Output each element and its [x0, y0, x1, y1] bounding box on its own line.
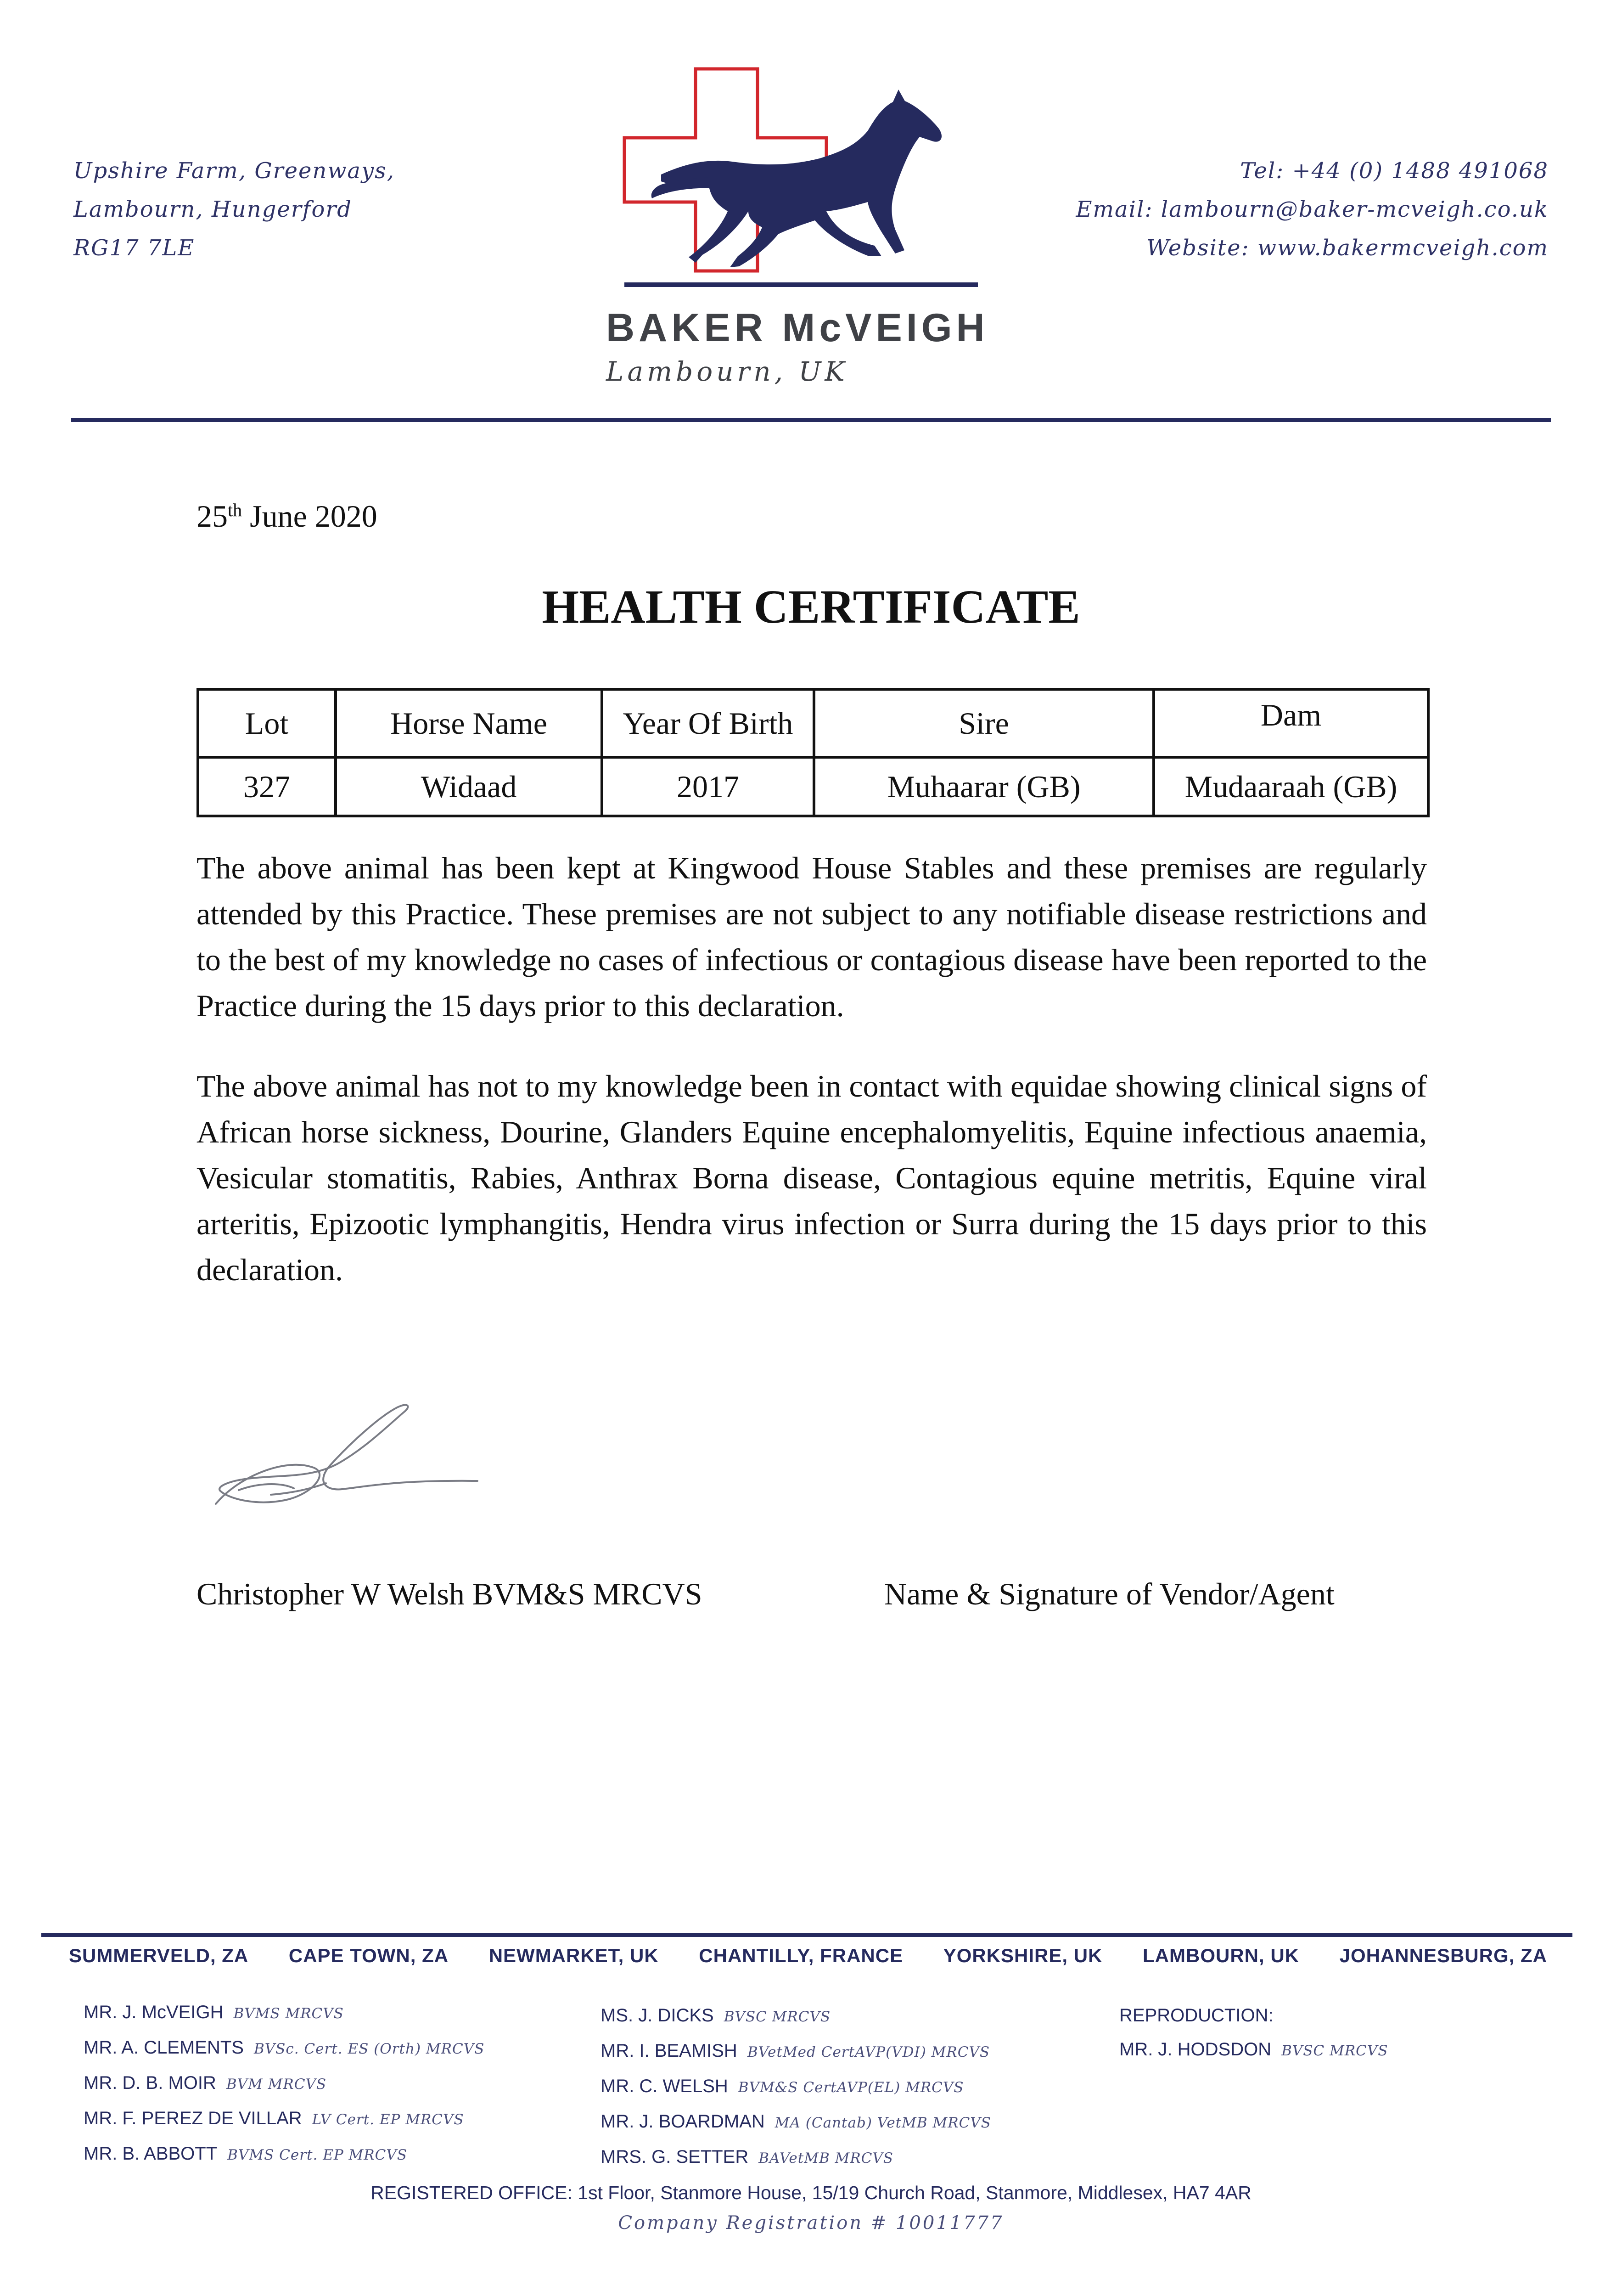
column-header-sire: Sire — [814, 689, 1154, 757]
staff-list-column-1 — [84, 1995, 484, 2172]
lot-cell: 327 — [198, 757, 336, 816]
phone-number: Tel: +44 (0) 1488 491068 — [1240, 158, 1549, 184]
staff-list-column-2 — [601, 1998, 991, 2175]
declaration-paragraph-premises: The above animal has been kept at Kingwood House Stables and these premises are regularly attended by this Practice. These premises are not subject to any notifiable disease restrictions and to the best of my knowledge no cases of infectious or contagious disease have been reported to the Practice during the 15 days prior to this declaration. — [196, 850, 1427, 1023]
staff-entry — [84, 2101, 484, 2137]
company-registration: Company Registration # 10011777 — [618, 2212, 1004, 2234]
date-suffix: th — [228, 500, 242, 520]
staff-qualifications: BVSC MRCVS — [1281, 2043, 1388, 2059]
staff-entry — [1119, 2032, 1388, 2068]
address-line: RG17 7LE — [73, 235, 195, 261]
table-header-row — [198, 689, 1428, 757]
staff-name: MR. B. ABBOTT — [84, 2144, 218, 2164]
office-location: CHANTILLY, FRANCE — [699, 1945, 904, 1966]
reproduction-label: REPRODUCTION: — [1119, 2005, 1274, 2026]
staff-name: MR. F. PEREZ DE VILLAR — [84, 2108, 302, 2128]
staff-qualifications: BVSc. Cert. ES (Orth) MRCVS — [253, 2041, 485, 2057]
practice-address — [73, 152, 395, 267]
staff-qualifications: BVM&S CertAVP(EL) MRCVS — [738, 2079, 964, 2096]
date-day: 25 — [196, 499, 228, 534]
address-line: Lambourn, Hungerford — [73, 197, 353, 222]
declaration-paragraph-diseases: The above animal has not to my knowledge been in contact with equidae showing clinical signs of African horse sickness, Dourine, Glanders Equine encephalomyelitis, Equine infectious anaemia, Vesicular stomatitis, Rabies, Anthrax Borna disease, Contagious equine metritis, Equine viral arteritis, Epizootic lymphangitis, Hendra virus infection or Surra during the 15 days prior to this declaration. — [196, 1069, 1427, 1287]
dam-cell: Mudaaraah (GB) — [1154, 757, 1428, 816]
office-location: JOHANNESBURG, ZA — [1339, 1945, 1547, 1966]
staff-name: MRS. G. SETTER — [601, 2147, 749, 2167]
staff-name: MR. D. B. MOIR — [84, 2073, 216, 2093]
footer-divider — [41, 1933, 1572, 1937]
staff-name: MR. J. HODSDON — [1119, 2039, 1272, 2060]
staff-list-column-3 — [1119, 1998, 1388, 2068]
vendor-signature-label: Name & Signature of Vendor/Agent — [884, 1576, 1335, 1611]
office-location: NEWMARKET, UK — [488, 1945, 659, 1966]
staff-entry — [601, 2034, 991, 2069]
brand-location: Lambourn, UK — [606, 356, 848, 387]
staff-name: MS. J. DICKS — [601, 2005, 714, 2026]
office-locations — [69, 1945, 1547, 1967]
sire-cell: Muhaarar (GB) — [814, 757, 1154, 816]
staff-name: MR. C. WELSH — [601, 2076, 728, 2096]
email-address[interactable]: Email: lambourn@baker-mcveigh.co.uk — [1076, 197, 1549, 222]
staff-entry — [84, 1995, 484, 2031]
staff-entry — [601, 2069, 991, 2105]
header-divider — [71, 418, 1551, 422]
staff-name: MR. J. BOARDMAN — [601, 2111, 765, 2132]
website-address[interactable]: Website: www.bakermcveigh.com — [1146, 235, 1549, 261]
staff-qualifications: MA (Cantab) VetMB MRCVS — [775, 2115, 991, 2131]
staff-entry — [601, 2140, 991, 2175]
office-location: LAMBOURN, UK — [1143, 1945, 1299, 1966]
staff-entry — [84, 2031, 484, 2066]
staff-qualifications: BVetMed CertAVP(VDI) MRCVS — [747, 2044, 990, 2060]
column-header-year-of-birth: Year Of Birth — [602, 689, 814, 757]
office-location: SUMMERVELD, ZA — [69, 1945, 249, 1966]
horse-name-cell: Widaad — [336, 757, 602, 816]
staff-name: MR. I. BEAMISH — [601, 2041, 737, 2061]
staff-qualifications: BVSC MRCVS — [724, 2009, 831, 2025]
column-header-lot: Lot — [198, 689, 336, 757]
staff-entry — [84, 2137, 484, 2172]
date-month-year: June 2020 — [242, 499, 377, 534]
column-header-dam: Dam — [1154, 689, 1428, 757]
contact-details — [1076, 152, 1549, 267]
document-title: HEALTH CERTIFICATE — [542, 580, 1080, 633]
registered-office: REGISTERED OFFICE: 1st Floor, Stanmore House, 15/19 Church Road, Stanmore, Middlesex, HA7 4AR — [370, 2182, 1252, 2203]
staff-name: MR. J. McVEIGH — [84, 2002, 224, 2022]
staff-name: MR. A. CLEMENTS — [84, 2037, 244, 2058]
staff-qualifications: BVMS MRCVS — [233, 2005, 344, 2022]
reproduction-heading — [1119, 1998, 1388, 2032]
horse-details-table — [196, 688, 1430, 817]
staff-entry — [601, 2105, 991, 2140]
staff-entry — [84, 2066, 484, 2101]
vet-name: Christopher W Welsh BVM&S MRCVS — [196, 1576, 702, 1611]
staff-entry — [601, 1998, 991, 2034]
address-line: Upshire Farm, Greenways, — [73, 158, 395, 184]
vet-signature — [202, 1384, 496, 1531]
staff-qualifications: BVMS Cert. EP MRCVS — [227, 2147, 407, 2163]
document-date — [196, 498, 377, 535]
column-header-horse-name: Horse Name — [336, 689, 602, 757]
office-location: CAPE TOWN, ZA — [288, 1945, 449, 1966]
staff-qualifications: LV Cert. EP MRCVS — [312, 2111, 464, 2128]
horse-tail-icon — [651, 177, 714, 198]
table-row — [198, 757, 1428, 816]
baker-mcveigh-logo — [617, 64, 985, 303]
brand-name: BAKER McVEIGH — [606, 306, 989, 350]
staff-qualifications: BVM MRCVS — [226, 2076, 327, 2093]
staff-qualifications: BAVetMB MRCVS — [758, 2150, 894, 2167]
year-of-birth-cell: 2017 — [602, 757, 814, 816]
office-location: YORKSHIRE, UK — [943, 1945, 1103, 1966]
